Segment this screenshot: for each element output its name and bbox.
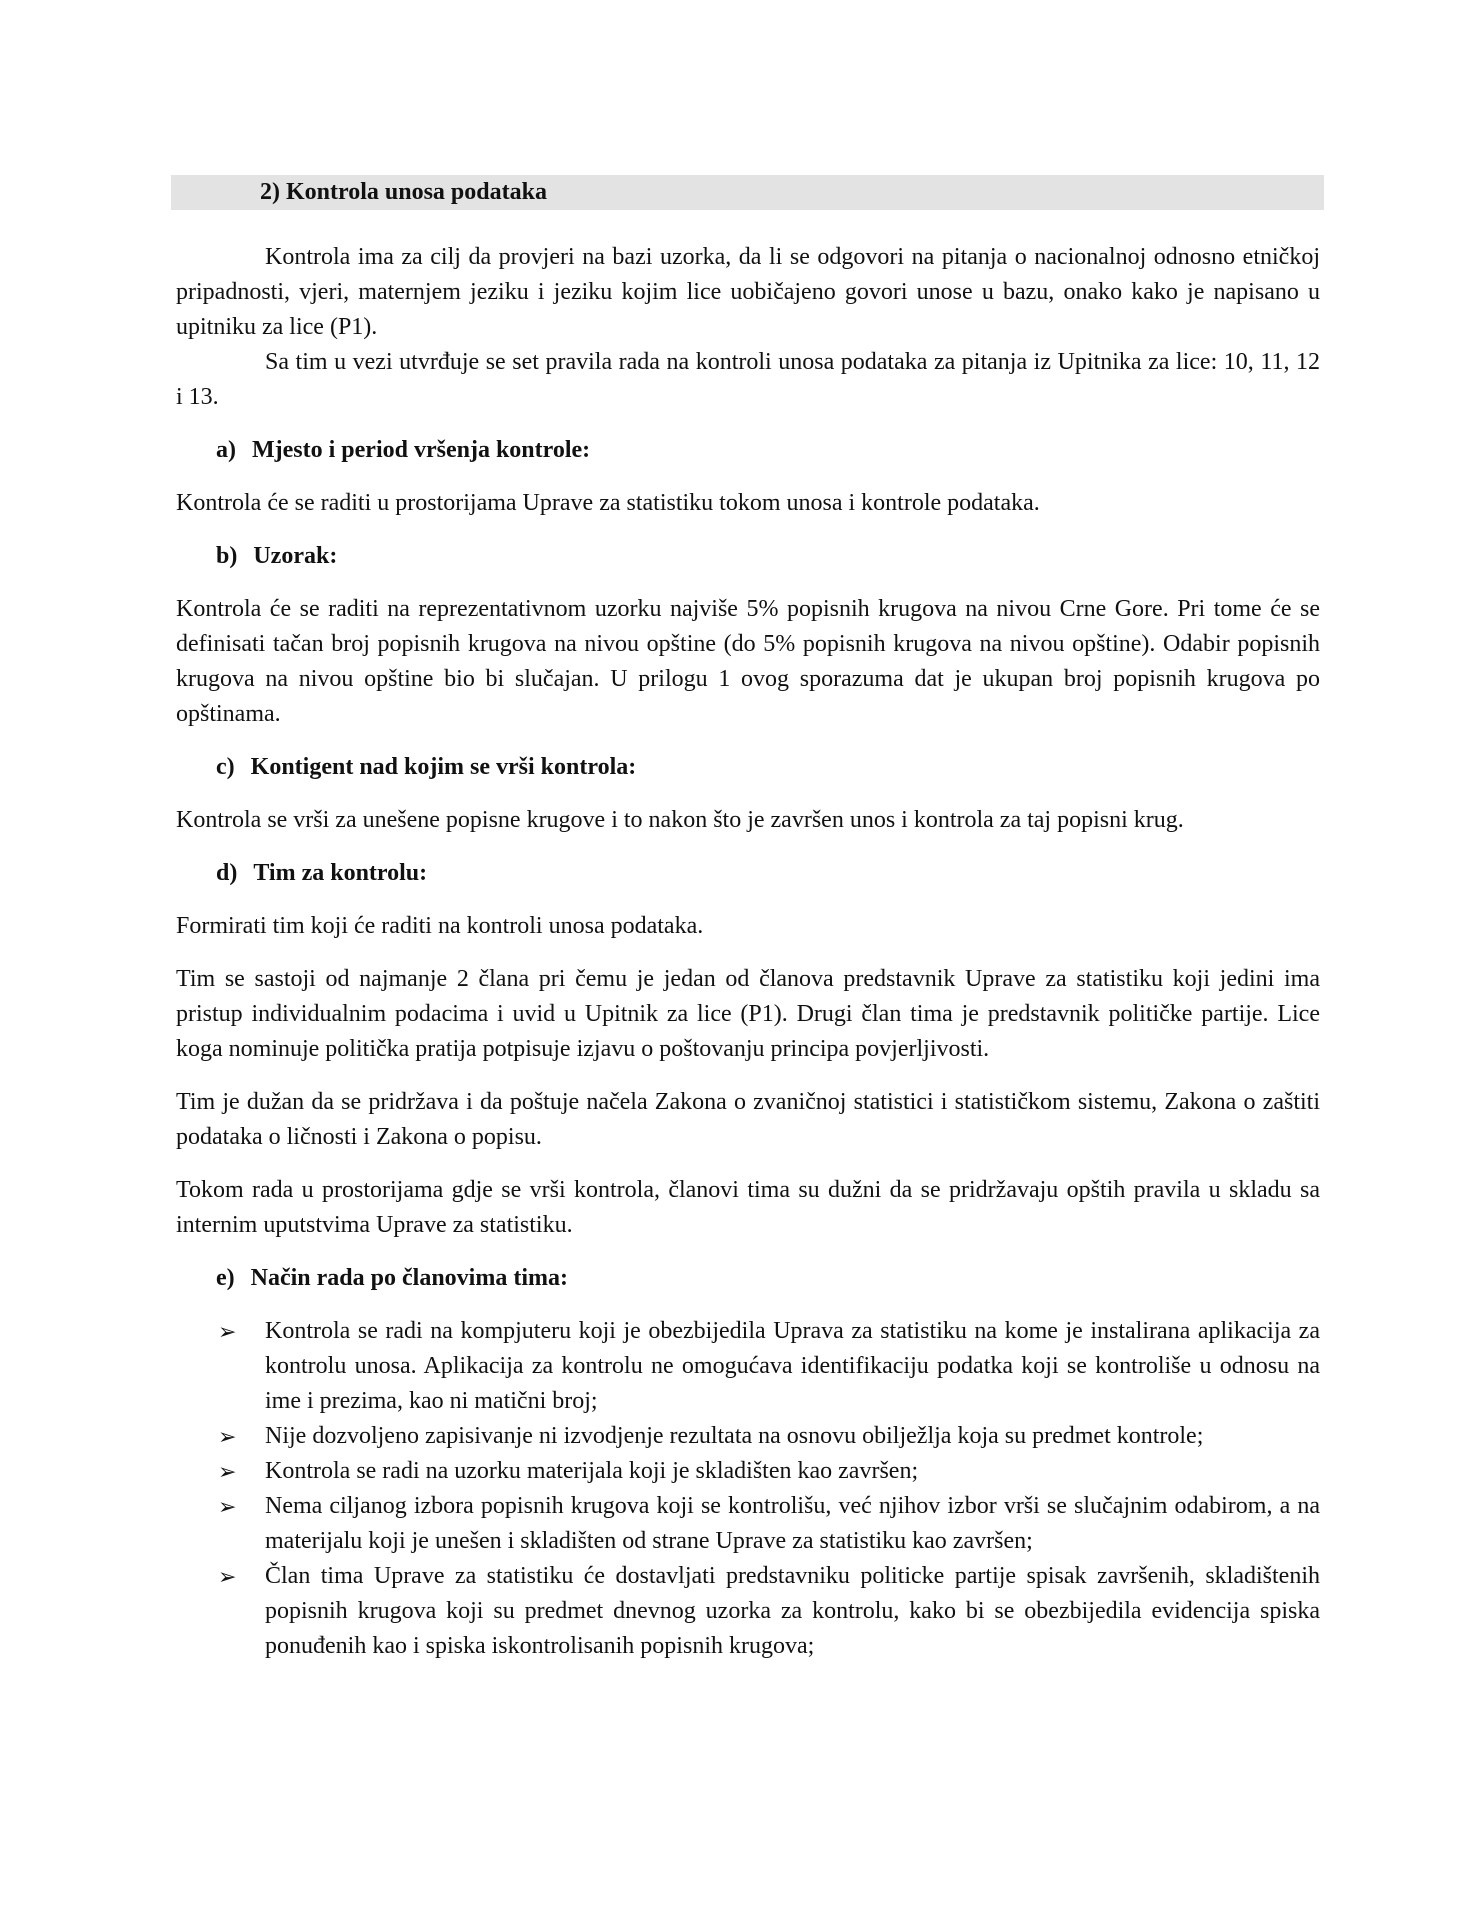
arrow-bullet-icon: ➢ (218, 1564, 237, 1589)
list-item-text: Kontrola se radi na kompjuteru koji je obezbijedila Uprava za statistiku na kome je instalirana aplikacija za kontrolu unosa. Aplikacija za kontrolu ne omogućava identifikaciju podatka koji se kontroliše u odnosu na ime i prezima, kao ni matični broj; (265, 1318, 1320, 1414)
paragraph: Kontrola se vrši za unešene popisne krugove i to nakon što je završen unos i kontrola za taj popisni krug. (176, 807, 1184, 833)
subheading-e (216, 1261, 1320, 1296)
paragraph: Formirati tim koji će raditi na kontroli unosa podataka. (176, 913, 704, 939)
bullet-list (176, 1314, 1320, 1664)
subheading-letter: d) (216, 860, 238, 886)
paragraph: Kontrola će se raditi u prostorijama Uprave za statistiku tokom unosa i kontrole podataka. (176, 490, 1040, 516)
paragraph: Kontrola će se raditi na reprezentativnom uzorku najviše 5% popisnih krugova na nivou Crne Gore. Pri tome će se definisati tačan broj popisnih krugova na nivou opštine (do 5% popisnih krugova na nivou opštine). Odabir popisnih krugova na nivou opštine bio bi slučajan. U prilogu 1 ovog sporazuma dat je ukupan broj popisnih krugova po opštinama. (176, 596, 1320, 727)
list-item-text: Kontrola se radi na uzorku materijala koji je skladišten kao završen; (265, 1458, 919, 1484)
arrow-bullet-icon: ➢ (218, 1319, 237, 1344)
arrow-bullet-icon: ➢ (218, 1459, 237, 1484)
list-item-text: Nije dozvoljeno zapisivanje ni izvodjenje rezultata na osnovu obilježlja koja su predmet kontrole; (265, 1423, 1204, 1449)
arrow-bullet-icon: ➢ (218, 1424, 237, 1449)
list-item (176, 1489, 1320, 1559)
intro-paragraph: Kontrola ima za cilj da provjeri na bazi uzorka, da li se odgovori na pitanja o nacionalnoj odnosno etničkoj pripadnosti, vjeri, maternjem jeziku i jeziku kojim lice uobičajeno govori unose u bazu, onako kako je napisano u upitniku za lice (P1). (176, 244, 1320, 340)
paragraph: Tim je dužan da se pridržava i da poštuje načela Zakona o zvaničnoj statistici i statističkom sistemu, Zakona o zaštiti podataka o ličnosti i Zakona o popisu. (176, 1089, 1320, 1150)
intro-paragraph: Sa tim u vezi utvrđuje se set pravila rada na kontroli unosa podataka za pitanja iz Upitnika za lice: 10, 11, 12 i 13. (176, 349, 1320, 410)
subheading-title: Mjesto i period vršenja kontrole: (252, 437, 591, 463)
subheading-title: Kontigent nad kojim se vrši kontrola: (250, 754, 637, 780)
paragraph: Tim se sastoji od najmanje 2 člana pri čemu je jedan od članova predstavnik Uprave za statistiku koji jedini ima pristup individualnim podacima i uvid u Upitnik za lice (P1). Drugi član tima je predstavnik političke partije. Lice koga nominuje politička pratija potpisuje izjavu o poštovanju principa povjerljivosti. (176, 966, 1320, 1062)
subheading-letter: a) (216, 437, 236, 463)
list-item-text: Nema ciljanog izbora popisnih krugova koji se kontrolišu, već njihov izbor vrši se slučajnim odabirom, a na materijalu koji je unešen i skladišten od strane Uprave za statistiku kao završen; (265, 1493, 1320, 1554)
subheading-c (216, 750, 1320, 785)
list-item (176, 1314, 1320, 1419)
subheading-letter: e) (216, 1265, 235, 1291)
list-item-text: Član tima Uprave za statistiku će dostavljati predstavniku politicke partije spisak završenih, skladištenih popisnih krugova koji su predmet dnevnog uzorka za kontrolu, kako bi se obezbijedila evidencija spiska ponuđenih kao i spiska iskontrolisanih popisnih krugova; (265, 1563, 1320, 1659)
subheading-b (216, 539, 1320, 574)
paragraph: Tokom rada u prostorijama gdje se vrši kontrola, članovi tima su dužni da se pridržavaju opštih pravila u skladu sa internim uputstvima Uprave za statistiku. (176, 1177, 1320, 1238)
list-item (176, 1419, 1320, 1454)
subheading-title: Uzorak: (253, 543, 338, 569)
section-heading: 2) Kontrola unosa podataka (171, 175, 1324, 210)
subheading-letter: c) (216, 754, 235, 780)
list-item (176, 1559, 1320, 1664)
document-page (176, 175, 1320, 1664)
subheading-letter: b) (216, 543, 238, 569)
subheading-d (216, 856, 1320, 891)
list-item (176, 1454, 1320, 1489)
arrow-bullet-icon: ➢ (218, 1494, 237, 1519)
subheading-title: Tim za kontrolu: (253, 860, 428, 886)
subheading-title: Način rada po članovima tima: (250, 1265, 568, 1291)
subheading-a (216, 433, 1320, 468)
